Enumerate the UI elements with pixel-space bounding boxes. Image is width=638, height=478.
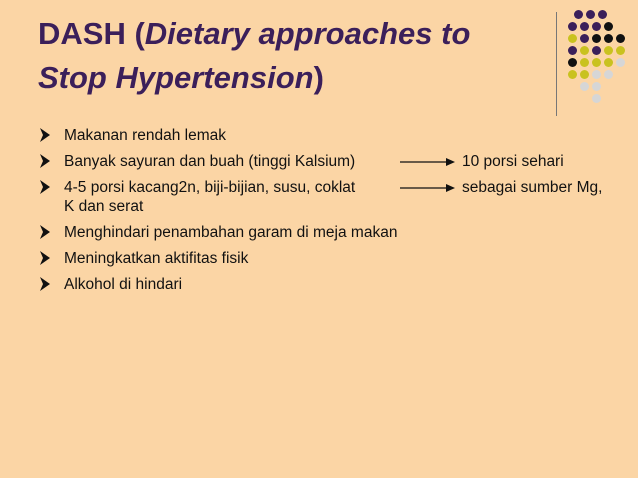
list-item	[40, 275, 620, 294]
decor-dot	[604, 58, 613, 67]
slide-title	[38, 12, 538, 100]
decor-dot	[616, 58, 625, 67]
list-item	[40, 223, 620, 242]
right-arrow-icon	[400, 182, 456, 194]
decor-dot	[586, 10, 595, 19]
decor-dot	[592, 82, 601, 91]
decor-dot	[604, 70, 613, 79]
bullet-text: Meningkatkan aktifitas fisik	[64, 250, 249, 267]
decor-dot	[568, 58, 577, 67]
decor-dot	[592, 22, 601, 31]
decor-dot	[568, 70, 577, 79]
decor-dot	[592, 58, 601, 67]
decor-dot	[580, 46, 589, 55]
bullet-result: sebagai sumber Mg,	[462, 179, 603, 196]
arrowhead-bullet-icon	[40, 180, 50, 194]
title-prefix: DASH (	[38, 16, 145, 51]
bullet-result: 10 porsi sehari	[462, 153, 564, 170]
bullet-text: 4-5 porsi kacang2n, biji-bijian, susu, coklat	[64, 179, 356, 196]
decorative-dot-grid	[566, 6, 634, 110]
decor-dot	[604, 46, 613, 55]
decor-dot	[580, 22, 589, 31]
decor-dot	[592, 70, 601, 79]
arrowhead-bullet-icon	[40, 225, 50, 239]
right-arrow-icon	[400, 156, 456, 168]
bullet-text: Menghindari penambahan garam di meja makan	[64, 224, 398, 241]
bullet-text: Alkohol di hindari	[64, 276, 183, 293]
list-item	[40, 126, 620, 145]
decor-dot	[580, 82, 589, 91]
decor-dot	[568, 46, 577, 55]
decor-dot	[616, 46, 625, 55]
decor-dot	[574, 10, 583, 19]
bullet-list	[40, 126, 620, 301]
list-item	[40, 249, 620, 268]
decor-dot	[592, 94, 601, 103]
decor-dot	[580, 34, 589, 43]
arrowhead-bullet-icon	[40, 128, 50, 142]
title-suffix: )	[313, 60, 324, 95]
arrowhead-bullet-icon	[40, 251, 50, 265]
title-italic-1: Dietary approaches to	[144, 16, 471, 51]
decor-dot	[580, 70, 589, 79]
decor-dot	[604, 34, 613, 43]
bullet-text: Banyak sayuran dan buah (tinggi Kalsium)	[64, 153, 356, 170]
bullet-continuation: K dan serat	[64, 198, 144, 215]
arrowhead-bullet-icon	[40, 154, 50, 168]
decor-dot	[580, 58, 589, 67]
title-divider-line	[556, 12, 557, 116]
arrowhead-bullet-icon	[40, 277, 50, 291]
decor-dot	[604, 22, 613, 31]
decor-dot	[616, 34, 625, 43]
decor-dot	[568, 22, 577, 31]
list-item	[40, 178, 620, 216]
decor-dot	[592, 46, 601, 55]
decor-dot	[568, 34, 577, 43]
decor-dot	[598, 10, 607, 19]
title-italic-2: Stop Hypertension	[38, 60, 314, 95]
list-item	[40, 152, 620, 171]
decor-dot	[592, 34, 601, 43]
bullet-text: Makanan rendah lemak	[64, 127, 226, 144]
